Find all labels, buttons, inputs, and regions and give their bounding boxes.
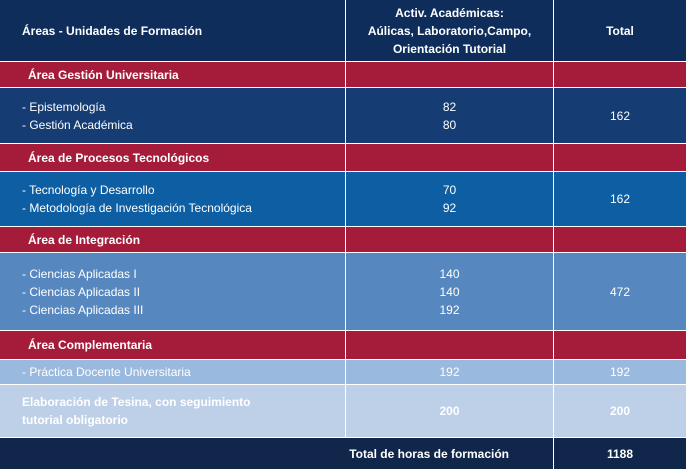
section-title: Área Complementaria <box>0 331 346 360</box>
hours-value: 140 <box>439 284 460 299</box>
list-item: - Tecnología y Desarrollo <box>22 183 155 197</box>
section-items <box>0 360 346 385</box>
section-empty-cell <box>554 227 686 253</box>
hours-value: 70 <box>442 183 457 197</box>
hours-value: 192 <box>346 360 554 385</box>
tesina-label-line: Elaboración de Tesina, con seguimiento <box>22 395 251 409</box>
hours-value: 82 <box>442 99 457 114</box>
section-title: Área de Integración <box>0 227 346 253</box>
section-items-row <box>0 360 686 385</box>
header-total: Total <box>554 0 686 62</box>
section-title: Área de Procesos Tecnológicos <box>0 144 346 172</box>
section-empty-cell <box>346 62 554 88</box>
list-item: - Ciencias Aplicadas I <box>22 266 137 281</box>
section-empty-cell <box>554 331 686 360</box>
section-row <box>0 62 686 88</box>
header-activities-line: Activ. Académicas: <box>395 5 504 20</box>
list-item: - Metodología de Investigación Tecnológica <box>22 201 252 215</box>
section-row <box>0 144 686 172</box>
tesina-total: 200 <box>554 385 686 438</box>
section-items <box>0 172 346 227</box>
section-empty-cell <box>346 331 554 360</box>
section-items-row <box>0 253 686 331</box>
section-items-row <box>0 88 686 144</box>
tesina-label <box>0 385 346 438</box>
section-empty-cell <box>346 227 554 253</box>
section-total: 162 <box>554 88 686 144</box>
tesina-label-line: tutorial obligatorio <box>22 413 128 427</box>
hours-value: 80 <box>442 117 457 132</box>
list-item: - Práctica Docente Universitaria <box>22 365 191 379</box>
header-activities-line: Orientación Tutorial <box>392 41 507 56</box>
footer-row <box>0 438 686 470</box>
hours-value: 140 <box>439 266 460 281</box>
section-hours <box>346 172 554 227</box>
section-empty-cell <box>554 144 686 172</box>
section-total: 162 <box>554 172 686 227</box>
hours-value: 192 <box>439 302 460 317</box>
section-empty-cell <box>554 62 686 88</box>
section-title: Área Gestión Universitaria <box>0 62 346 88</box>
list-item: - Gestión Académica <box>22 117 133 132</box>
section-total: 192 <box>554 360 686 385</box>
section-items-row <box>0 172 686 227</box>
tesina-row <box>0 385 686 438</box>
section-items <box>0 88 346 144</box>
tesina-hours: 200 <box>346 385 554 438</box>
section-total: 472 <box>554 253 686 331</box>
section-items <box>0 253 346 331</box>
section-row <box>0 227 686 253</box>
section-row <box>0 331 686 360</box>
list-item: - Ciencias Aplicadas II <box>22 284 141 299</box>
list-item: - Epistemología <box>22 99 106 114</box>
header-activities-line: Aúlicas, Laboratorio,Campo, <box>367 23 532 38</box>
section-hours <box>346 88 554 144</box>
hours-value: 92 <box>442 201 457 215</box>
header-areas: Áreas - Unidades de Formación <box>0 0 346 62</box>
list-item: - Ciencias Aplicadas III <box>22 302 144 317</box>
header-activities <box>346 0 554 62</box>
footer-total: 1188 <box>554 438 686 470</box>
header-row <box>0 0 686 62</box>
section-hours <box>346 253 554 331</box>
section-empty-cell <box>346 144 554 172</box>
footer-label: Total de horas de formación <box>0 438 554 470</box>
